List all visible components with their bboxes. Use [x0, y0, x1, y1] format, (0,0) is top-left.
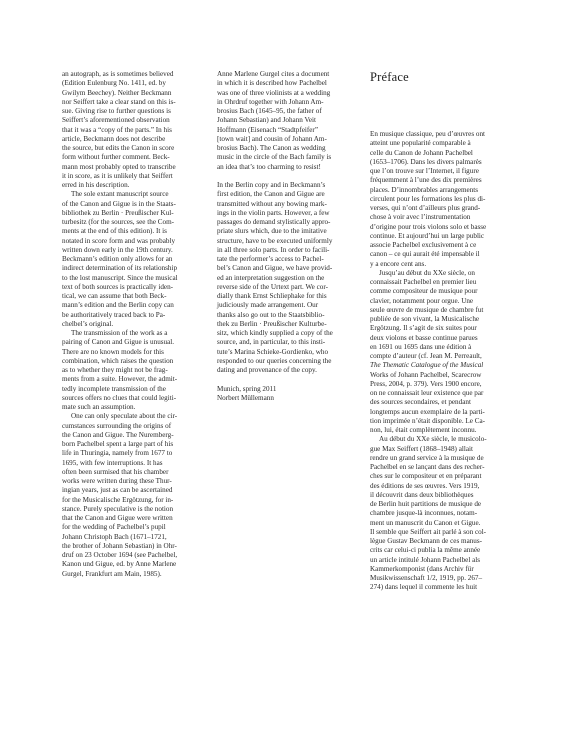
signature-place-date: Munich, spring 2011: [217, 384, 277, 393]
text-line: Gwilym Beechey). Neither Beckmann: [62, 88, 172, 97]
paragraph-gap: [217, 172, 335, 181]
text-line: Musikwissenschaft 1/2, 1919, pp. 267–: [370, 574, 483, 582]
preface-heading: Préface: [370, 70, 409, 84]
text-line: turbesitz (for the sources, see the Com-: [62, 218, 175, 226]
paragraph-gap: [217, 375, 335, 384]
text-line: tion imprimée n’était disponible. Le Ca-: [370, 416, 486, 425]
text-line: There are no known models for this: [62, 347, 164, 356]
text-line: tedly incomplete transmission of the: [62, 384, 166, 393]
text-line: d’origine pour trois violons solo et basse: [370, 222, 487, 231]
text-line: circulent pour les formations les plus di-: [370, 194, 486, 203]
text-line: an autograph, as is sometimes believed: [62, 70, 174, 78]
text-line: ment un manuscrit du Canon et Gigue.: [370, 518, 481, 527]
text-line: works were written during these Thur-: [62, 477, 172, 485]
text-line: on ne connaissait leur existence que par: [370, 389, 484, 397]
text-line: ments from a suite. However, the admit-: [62, 375, 178, 384]
text-line: it in score, as it is unlikely that Seiffert: [62, 171, 173, 180]
text-line: that the Canon and Gigue were written: [62, 514, 173, 522]
text-line: crits car celui-ci publia la même année: [370, 546, 481, 555]
text-line: In the Berlin copy and in Beckmann’s: [217, 181, 326, 189]
text-line: sue. Giving rise to further questions is: [62, 107, 171, 115]
text-line: bel’s Canon and Gigue, we have provid-: [217, 264, 333, 273]
text-line: ments at the end of this edition). It is: [62, 227, 167, 236]
text-line: que l’on trouve sur l’Internet, il figure: [370, 167, 479, 175]
text-line: comme compositeur de musique pour: [370, 287, 478, 296]
text-line: lègue Gustav Beckmann de ces manus-: [370, 537, 483, 545]
text-line: the brother of Johann Sebastian) in Ohr-: [62, 541, 177, 550]
text-line: bibliothek zu Berlin · Preußischer Kul-: [62, 208, 174, 217]
text-line: Pachelbel en se lançant dans des recher-: [370, 463, 485, 471]
text-line: was one of three violinists at a wedding: [217, 88, 331, 97]
text-line: ches sur le compositeur et en préparant: [370, 472, 482, 481]
text-line: canon – ce qui aurait été impensable il: [370, 250, 480, 259]
text-line: be authoritatively traced back to Pa-: [62, 310, 166, 319]
text-line: reverse side of the Urtext part. We cor-: [217, 282, 328, 291]
text-line: druf on 23 October 1694 (see Pachelbel,: [62, 551, 178, 559]
text-line: of the Canon and Gigue is in the Staats-: [62, 199, 176, 208]
text-line: atteint une popularité comparable à: [370, 139, 471, 148]
text-line: The Thematic Catalogue of the Musical: [370, 361, 484, 370]
text-line: One can only speculate about the cir-: [71, 412, 178, 421]
text-line: The sole extant manuscript source: [71, 190, 169, 199]
text-line: Seiffert’s aforementioned observation: [62, 116, 170, 125]
text-line: tate the performer’s access to Pachel-: [217, 255, 324, 263]
signature-author: Norbert Müllemann: [217, 393, 274, 402]
text-line: Anne Marlene Gurgel cites a document: [217, 70, 330, 78]
text-line: Johann Christoph Bach (1671–1721,: [62, 532, 167, 541]
text-line: Kanon und Gigue, ed. by Anne Marlene: [62, 560, 177, 569]
text-line: source, and, in particular, to this insti-: [217, 338, 326, 347]
text-line: form without further comment. Beck-: [62, 153, 170, 162]
text-line: y a encore cent ans.: [370, 259, 427, 268]
text-line: first edition, the Canon and Gigue are: [217, 190, 325, 199]
text-line: non, lui, était complètement inconnu.: [370, 426, 477, 434]
text-line: pairing of Canon and Gigue is unusual.: [62, 338, 175, 347]
text-line: The transmission of the work as a: [71, 329, 168, 337]
text-line: text of both sources is practically iden-: [62, 282, 174, 291]
text-line: dating and provenance of the copy.: [217, 366, 317, 374]
text-line: Ergötzung. Il s’agit de six suites pour: [370, 324, 477, 333]
text-line: Il semble que Seiffert ait parlé à son col-: [370, 527, 487, 536]
text-line: judiciously made arrangement. Our: [217, 301, 319, 310]
text-line: celle du Canon de Johann Pachelbel: [370, 148, 473, 157]
text-line: born Pachelbel spent a large part of his: [62, 440, 174, 448]
french-text-column-right: [370, 130, 500, 593]
text-line: for the wedding of Pachelbel’s pupil: [62, 523, 166, 532]
english-text-column-middle: [217, 70, 335, 403]
text-line: nor Seiffert take a clear stand on this is-: [62, 97, 176, 106]
text-line: associe Pachelbel exclusivement à ce: [370, 241, 477, 249]
text-line: ings in the violin parts. However, a few: [217, 208, 330, 217]
text-line: in which it is described how Pachelbel: [217, 79, 327, 88]
text-line: Kammerkomponist (dans Archiv für: [370, 564, 474, 573]
text-line: Hoffmann (Eisenach “Stadtpfeifer”: [217, 125, 318, 134]
text-line: notated in score form and was probably: [62, 236, 176, 245]
text-line: sources offers no clues that could legiti-: [62, 393, 177, 402]
text-line: verses, qui n’ont d’ailleurs plus grand-: [370, 204, 481, 212]
text-line: continue. Et aujourd’hui un large public: [370, 231, 485, 240]
text-line: Au début du XXe siècle, le musicolo-: [379, 435, 487, 444]
text-line: ed an interpretation suggestion on the: [217, 273, 325, 282]
text-line: structure, have to be executed uniformly: [217, 236, 333, 245]
text-line: passages do demand stylistically appro-: [217, 218, 331, 226]
text-line: cumstances surrounding the origins of: [62, 421, 172, 430]
text-line: dially thank Ernst Schliephake for this: [217, 292, 327, 300]
text-line: life in Thuringia, namely from 1677 to: [62, 449, 173, 458]
text-line: seule œuvre de musique de chambre fut: [370, 305, 484, 314]
text-line: 274) dans lequel il commente les huit: [370, 583, 478, 592]
text-line: transmitted without any bowing mark-: [217, 199, 327, 208]
text-line: an idea that’s too charming to resist!: [217, 162, 321, 171]
text-line: des sources secondaires, et pendant: [370, 398, 471, 407]
text-line: 1695, with few interruptions. It has: [62, 458, 163, 467]
text-line: erred in his description.: [62, 181, 130, 189]
text-line: publiée de son vivant, la Musicalische: [370, 315, 480, 323]
english-text-column-left: [62, 70, 180, 579]
text-line: chambre jusque-là inconnues, notam-: [370, 509, 478, 518]
text-line: in all three solo parts. In order to facili-: [217, 245, 330, 254]
text-line: priate slurs which, due to the imitative: [217, 227, 327, 236]
text-line: often been surmised that his chamber: [62, 467, 169, 476]
text-line: that it was a “copy of the parts.” In his: [62, 125, 172, 134]
text-line: connaissait Pachelbel en premier lieu: [370, 278, 477, 286]
text-line: the source, but edits the Canon in score: [62, 144, 175, 152]
text-line: for the Musicalische Ergötzung, for in-: [62, 495, 174, 504]
text-line: Works of Johann Pachelbel, Scarecrow: [370, 370, 482, 379]
text-line: de Berlin huit partitions de musique de: [370, 500, 482, 508]
text-line: brosius Bach). The Canon as wedding: [217, 144, 326, 152]
text-line: the Canon and Gigue. The Nuremberg-: [62, 430, 174, 439]
text-line: chelbel’s original.: [62, 319, 114, 328]
text-line: chose à voir avec l’instrumentation: [370, 213, 471, 222]
text-line: gue Max Seiffert (1868–1948) allait: [370, 444, 473, 453]
text-line: rendre un grand service à la musique de: [370, 453, 484, 462]
text-line: written down early in the 19th century.: [62, 245, 173, 254]
text-line: un article intitulé Johann Pachelbel als: [370, 555, 481, 564]
text-line: tical, we can assume that both Beck-: [62, 292, 167, 300]
text-line: (1653–1706). Dans les divers palmarès: [370, 157, 482, 166]
text-line: responded to our queries concerning the: [217, 356, 332, 365]
text-line: combination, which raises the question: [62, 356, 174, 365]
text-line: Press, 2004, p. 379). Vers 1900 encore,: [370, 379, 482, 388]
text-line: il découvrit dans deux bibliothèques: [370, 490, 474, 499]
text-line: deux violons et basse continue parues: [370, 333, 478, 342]
text-line: article, Beckmann does not describe: [62, 134, 166, 143]
text-line: Johann Sebastian) and Johann Veit: [217, 116, 317, 125]
text-line: Beckmann’s edition only allows for an: [62, 255, 173, 263]
text-line: mate such an assumption.: [62, 403, 136, 411]
text-line: thek zu Berlin · Preußischer Kulturbe-: [217, 319, 327, 328]
text-line: longtemps aucun exemplaire de la parti-: [370, 407, 485, 416]
text-line: [town wait] and cousin of Johann Am-: [217, 134, 327, 143]
text-line: clavier, notamment pour orgue. Une: [370, 296, 474, 305]
text-line: as to whether they might not be frag-: [62, 366, 168, 374]
text-line: Jusqu’au début du XXe siècle, on: [379, 268, 475, 277]
text-line: music in the circle of the Bach family is: [217, 153, 332, 162]
text-line: in Ohrdruf together with Johann Am-: [217, 97, 324, 106]
text-line: fréquemment à l’une des dix premières: [370, 176, 482, 185]
text-line: thanks also go out to the Staatsbiblio-: [217, 310, 325, 319]
text-line: ingian years, just as can be ascertained: [62, 486, 173, 495]
text-line: mann’s edition and the Berlin copy can: [62, 301, 174, 310]
text-line: (Edition Eulenburg No. 1411, ed. by: [62, 79, 166, 88]
text-line: En musique classique, peu d’œuvres ont: [370, 130, 486, 138]
text-line: tute’s Marina Schieke-Gordienko, who: [217, 347, 329, 356]
text-line: compte d’auteur (cf. Jean M. Perreault,: [370, 352, 482, 360]
text-line: sitz, which kindly supplied a copy of the: [217, 329, 333, 337]
text-line: brosius Bach (1645–95, the father of: [217, 107, 322, 115]
text-line: indirect determination of its relationship: [62, 264, 178, 273]
text-line: des éditions de ses œuvres. Vers 1919,: [370, 481, 480, 490]
text-line: mann most probably opted to transcribe: [62, 162, 176, 171]
text-line: stance. Purely speculative is the notion: [62, 504, 174, 513]
text-line: en 1691 ou 1695 dans une édition à: [370, 342, 472, 351]
text-line: to the lost manuscript. Since the musical: [62, 273, 178, 282]
text-line: Gurgel, Frankfurt am Main, 1985).: [62, 569, 162, 578]
text-line: places. D’innombrables arrangements: [370, 185, 479, 194]
